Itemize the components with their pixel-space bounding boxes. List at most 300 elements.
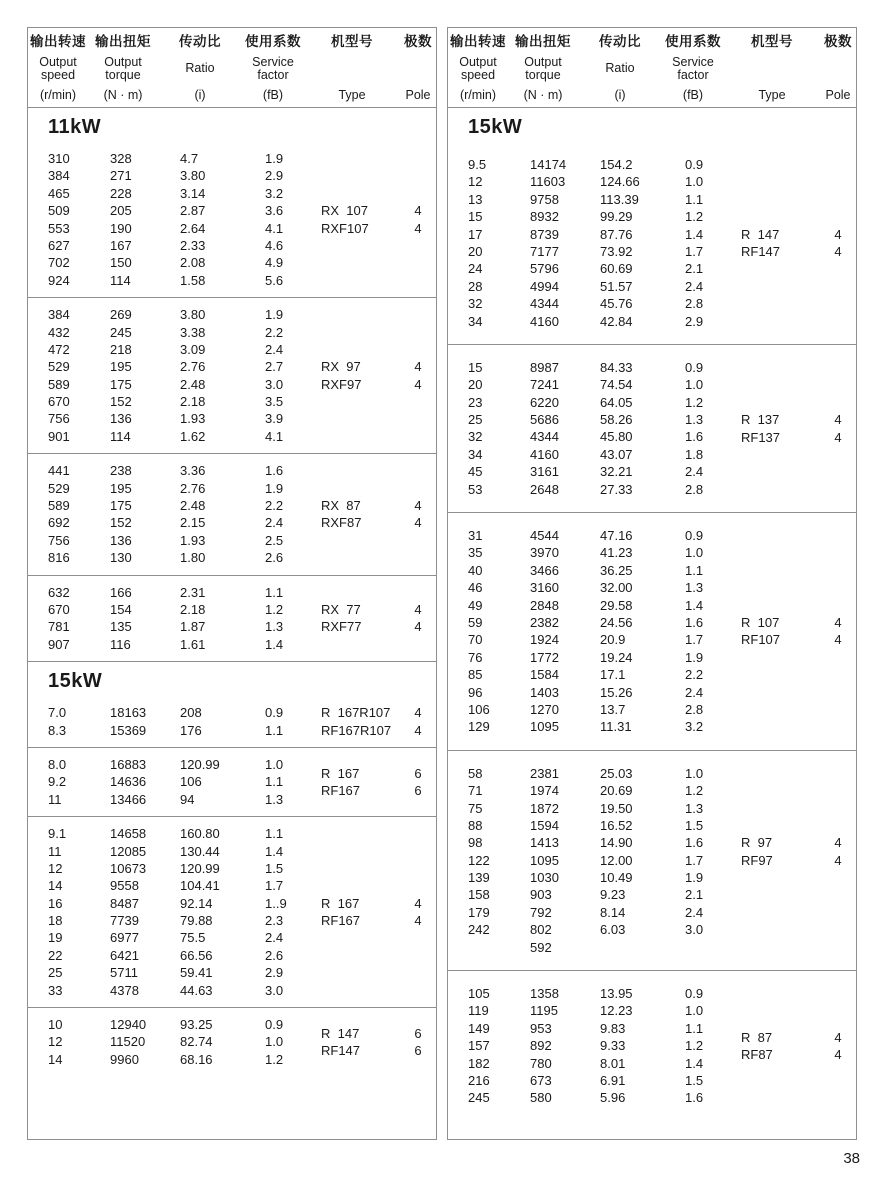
- cell-output-speed: 15: [468, 209, 483, 225]
- cell-output-torque: 7241: [530, 377, 559, 393]
- table-row: [448, 1002, 856, 1019]
- table-row: [448, 985, 856, 1002]
- cell-output-torque: 9558: [110, 878, 139, 894]
- cell-output-torque: 1413: [530, 835, 559, 851]
- cell-output-speed: 756: [48, 532, 70, 548]
- cell-service-factor: 3.0: [265, 982, 284, 998]
- cell-output-torque: 1095: [530, 852, 559, 868]
- table-header: [28, 28, 436, 108]
- header-zh-type: 机型号: [331, 34, 373, 49]
- cell-ratio: 9.23: [600, 887, 626, 903]
- cell-output-speed: 17: [468, 226, 483, 242]
- cell-service-factor: 2.4: [265, 515, 284, 531]
- cell-service-factor: 1.5: [685, 817, 704, 833]
- data-block: [448, 750, 856, 970]
- type-label: RXF97: [321, 376, 362, 392]
- table-row: [28, 185, 436, 202]
- cell-output-torque: 1594: [530, 817, 559, 833]
- cell-output-speed: 182: [468, 1055, 490, 1071]
- cell-ratio: 15.26: [600, 684, 633, 700]
- header-en-factor: factor: [677, 67, 709, 82]
- cell-ratio: 12.23: [600, 1003, 633, 1019]
- table-row: [448, 921, 856, 938]
- table-row: [448, 359, 856, 376]
- cell-output-speed: 31: [468, 528, 483, 544]
- header-en-torque: torque: [105, 67, 141, 82]
- header-zh-factor: 使用系数: [245, 34, 301, 49]
- cell-ratio: 1.87: [180, 619, 206, 635]
- cell-output-speed: 25: [468, 412, 483, 428]
- table-row: [28, 860, 436, 877]
- table-row: [28, 964, 436, 981]
- data-block: [28, 575, 436, 662]
- cell-output-torque: 953: [530, 1020, 552, 1036]
- page-number: 38: [843, 1150, 860, 1167]
- cell-output-speed: 529: [48, 359, 70, 375]
- cell-output-speed: [448, 939, 508, 956]
- cell-output-torque: 9960: [110, 1051, 139, 1067]
- table-header: [448, 28, 856, 108]
- data-block: [28, 142, 436, 297]
- cell-output-speed: 702: [48, 255, 70, 271]
- cell-output-torque: 1358: [530, 986, 559, 1002]
- cell-output-torque: 8487: [110, 895, 139, 911]
- cell-output-torque: 11603: [530, 174, 566, 190]
- pole-value: 4: [834, 632, 842, 648]
- cell-ratio: 14.90: [600, 835, 633, 851]
- header-zh-torque: 输出扭矩: [95, 34, 151, 49]
- cell-output-torque: 15369: [110, 722, 147, 738]
- cell-output-torque: 3160: [530, 580, 559, 596]
- cell-ratio: 3.36: [180, 463, 206, 479]
- header-col-speed: [448, 33, 508, 107]
- cell-service-factor: 1.6: [685, 614, 704, 630]
- pole-value: 4: [834, 615, 842, 631]
- cell-service-factor: 1.9: [265, 480, 284, 496]
- cell-service-factor: [662, 939, 724, 956]
- cell-output-speed: 8.3: [48, 722, 67, 738]
- cell-service-factor: 3.6: [265, 203, 284, 219]
- type-label: R 167: [321, 895, 360, 911]
- cell-ratio: 92.14: [180, 895, 213, 911]
- cell-output-speed: 23: [468, 394, 483, 410]
- cell-ratio: 24.56: [600, 614, 633, 630]
- data-block: [28, 696, 436, 747]
- header-zh-torque: 输出扭矩: [515, 34, 571, 49]
- cell-output-torque: 154: [110, 601, 132, 617]
- cell-ratio: 29.58: [600, 597, 633, 613]
- table-body: [28, 108, 436, 1076]
- cell-output-speed: 129: [468, 719, 490, 735]
- cell-service-factor: 1.3: [265, 619, 284, 635]
- cell-output-speed: 816: [48, 550, 70, 566]
- cell-ratio: 8.14: [600, 904, 626, 920]
- cell-service-factor: 1.5: [685, 1072, 704, 1088]
- cell-output-speed: 9.5: [468, 157, 487, 172]
- cell-ratio: 8.01: [600, 1055, 626, 1071]
- cell-output-speed: 16: [48, 895, 63, 911]
- header-col-factor: [242, 33, 304, 107]
- header-col-factor: [662, 33, 724, 107]
- cell-ratio: 93.25: [180, 1017, 213, 1033]
- cell-service-factor: 1.0: [265, 756, 284, 772]
- cell-service-factor: 1.9: [685, 870, 704, 886]
- cell-service-factor: 3.2: [685, 719, 704, 735]
- header-col-speed: [28, 33, 88, 107]
- data-block: [448, 970, 856, 1121]
- cell-ratio: 3.80: [180, 307, 206, 323]
- cell-output-torque: 2648: [530, 481, 559, 497]
- cell-service-factor: 1.2: [685, 394, 704, 410]
- table-row: [28, 237, 436, 254]
- header-col-type: [724, 33, 820, 107]
- catalog-tables: [27, 27, 857, 1140]
- type-line: [448, 1029, 856, 1046]
- table-row: [28, 843, 436, 860]
- cell-service-factor: 1.4: [265, 636, 284, 652]
- cell-service-factor: 0.9: [685, 157, 704, 172]
- pole-value: 4: [834, 412, 842, 428]
- cell-output-speed: 49: [468, 597, 483, 613]
- cell-service-factor: 1.6: [685, 835, 704, 851]
- cell-output-speed: 14: [48, 1051, 63, 1067]
- table-row: [448, 295, 856, 312]
- header-unit-torque: (N · m): [103, 88, 143, 102]
- cell-service-factor: 3.5: [265, 394, 284, 410]
- cell-ratio: 9.33: [600, 1038, 626, 1054]
- cell-output-speed: 924: [48, 272, 70, 288]
- type-line: [448, 429, 856, 446]
- table-row: [448, 800, 856, 817]
- cell-output-speed: 106: [468, 701, 490, 717]
- cell-output-speed: 19: [48, 930, 63, 946]
- cell-output-speed: 59: [468, 614, 483, 630]
- table-row: [448, 376, 856, 393]
- type-line: [28, 1042, 436, 1059]
- header-zh-ratio: 传动比: [599, 34, 641, 49]
- header-en-factor: factor: [257, 67, 289, 82]
- cell-service-factor: 1.0: [265, 1034, 284, 1050]
- cell-output-speed: 10: [48, 1017, 63, 1033]
- type-label: R 167: [321, 765, 360, 781]
- cell-service-factor: 1.1: [265, 584, 284, 600]
- pole-value: 4: [414, 913, 422, 929]
- cell-ratio: 45.80: [600, 429, 633, 445]
- type-line: [448, 834, 856, 851]
- table-row: [448, 481, 856, 498]
- header-zh-speed: 输出转速: [450, 34, 506, 49]
- header-col-pole: [400, 33, 436, 107]
- header-zh-pole: 极数: [824, 34, 852, 49]
- cell-output-speed: 33: [48, 982, 63, 998]
- cell-output-speed: 12: [468, 174, 483, 190]
- cell-service-factor: 2.1: [685, 261, 704, 277]
- cell-ratio: 2.64: [180, 220, 206, 236]
- table-row: [448, 904, 856, 921]
- cell-ratio: 154.2: [600, 157, 633, 172]
- cell-service-factor: 1.9: [685, 649, 704, 665]
- cell-output-torque: 245: [110, 324, 132, 340]
- cell-output-speed: 11: [48, 791, 62, 807]
- header-col-torque: [88, 33, 158, 107]
- cell-output-speed: 88: [468, 817, 483, 833]
- header-col-ratio: [158, 33, 242, 107]
- cell-ratio: 51.57: [600, 278, 633, 294]
- cell-service-factor: 1.1: [265, 774, 284, 790]
- cell-output-torque: 175: [110, 376, 132, 392]
- cell-service-factor: 1..9: [265, 895, 287, 911]
- cell-output-torque: 152: [110, 515, 132, 531]
- cell-output-torque: 205: [110, 203, 132, 219]
- cell-output-torque: 12940: [110, 1017, 147, 1033]
- cell-output-speed: 149: [468, 1020, 490, 1036]
- table-row: [448, 1072, 856, 1089]
- cell-ratio: 2.76: [180, 480, 206, 496]
- table-row: [28, 825, 436, 842]
- cell-ratio: 104.41: [180, 878, 220, 894]
- cell-output-speed: 15: [468, 359, 483, 375]
- cell-output-speed: 781: [48, 619, 70, 635]
- cell-output-speed: 901: [48, 428, 70, 444]
- cell-output-torque: 136: [110, 532, 132, 548]
- header-en-speed: speed: [460, 67, 496, 82]
- cell-service-factor: 2.4: [685, 464, 704, 480]
- cell-output-torque: 10673: [110, 860, 147, 876]
- cell-output-torque: 592: [530, 939, 552, 955]
- cell-ratio: 1.58: [180, 272, 206, 288]
- cell-service-factor: 1.1: [685, 191, 704, 207]
- pole-value: 4: [834, 1046, 842, 1062]
- table-row: [28, 480, 436, 497]
- cell-output-speed: 22: [48, 947, 63, 963]
- cell-service-factor: 2.9: [265, 965, 284, 981]
- cell-output-torque: 7739: [110, 913, 139, 929]
- cell-output-torque: 4994: [530, 278, 559, 294]
- cell-ratio: 2.18: [180, 394, 206, 410]
- cell-ratio: 17.1: [600, 667, 626, 683]
- type-line: [28, 782, 436, 799]
- cell-service-factor: 1.0: [685, 377, 704, 393]
- cell-output-speed: 216: [468, 1072, 490, 1088]
- type-line: [448, 411, 856, 428]
- section-title: 11kW: [48, 116, 102, 138]
- data-block: [448, 142, 856, 344]
- pole-value: 4: [834, 835, 842, 851]
- cell-output-torque: 195: [110, 359, 132, 375]
- cell-output-speed: 75: [468, 800, 483, 816]
- cell-service-factor: 4.9: [265, 255, 284, 271]
- cell-output-torque: 3970: [530, 545, 559, 561]
- cell-ratio: 60.69: [600, 261, 633, 277]
- cell-output-torque: 1772: [530, 649, 559, 665]
- cell-service-factor: 2.8: [685, 701, 704, 717]
- cell-ratio: 120.99: [180, 860, 220, 876]
- cell-ratio: 13.95: [600, 986, 633, 1002]
- cell-ratio: 1.93: [180, 532, 206, 548]
- cell-ratio: 47.16: [600, 528, 633, 544]
- type-line: [28, 220, 436, 237]
- cell-output-torque: 116: [110, 636, 131, 652]
- cell-service-factor: 1.4: [685, 1055, 704, 1071]
- cell-output-speed: 98: [468, 835, 483, 851]
- pole-value: 4: [414, 705, 422, 721]
- cell-output-speed: 34: [468, 313, 483, 329]
- cell-output-torque: 8932: [530, 209, 559, 225]
- cell-output-torque: 4344: [530, 296, 559, 312]
- header-en-ratio: Ratio: [185, 61, 215, 75]
- data-block: [28, 1007, 436, 1076]
- cell-output-torque: 2848: [530, 597, 559, 613]
- cell-service-factor: 2.9: [265, 168, 284, 184]
- cell-service-factor: 1.2: [265, 1051, 284, 1067]
- table-row: [448, 446, 856, 463]
- type-label: R 87: [741, 1029, 773, 1045]
- cell-output-speed: 692: [48, 515, 70, 531]
- cell-output-speed: 45: [468, 464, 483, 480]
- header-unit-type: Type: [338, 88, 366, 102]
- header-unit-factor: (fB): [682, 88, 704, 102]
- cell-ratio: 160.80: [180, 826, 220, 842]
- cell-ratio: 32.21: [600, 464, 633, 480]
- cell-output-torque: 328: [110, 151, 132, 166]
- data-block: [28, 816, 436, 1007]
- cell-output-torque: 152: [110, 394, 132, 410]
- cell-output-speed: 34: [468, 446, 483, 462]
- cell-service-factor: 2.5: [265, 532, 284, 548]
- header-col-type: [304, 33, 400, 107]
- cell-ratio: 176: [180, 722, 202, 738]
- pole-value: 4: [414, 722, 422, 738]
- table-row: [448, 597, 856, 614]
- cell-output-speed: 509: [48, 203, 70, 219]
- header-en-speed: speed: [40, 67, 76, 82]
- type-label: RF167: [321, 783, 361, 799]
- type-line: [28, 704, 436, 721]
- table-row: [28, 167, 436, 184]
- table-row: [28, 393, 436, 410]
- pole-value: 4: [834, 244, 842, 259]
- header-col-pole: [820, 33, 856, 107]
- table-row: [28, 410, 436, 427]
- table-row: [448, 278, 856, 295]
- cell-ratio: 130.44: [180, 843, 220, 859]
- cell-ratio: 1.62: [180, 428, 206, 444]
- cell-ratio: 94: [180, 791, 195, 807]
- cell-service-factor: 1.9: [265, 151, 284, 166]
- cell-output-torque: 802: [530, 922, 552, 938]
- cell-output-torque: 673: [530, 1072, 552, 1088]
- header-zh-ratio: 传动比: [179, 34, 221, 49]
- pole-value: 4: [834, 1029, 842, 1045]
- table-row: [28, 150, 436, 167]
- header-unit-pole: Pole: [825, 88, 851, 102]
- cell-output-torque: 12085: [110, 843, 147, 859]
- cell-service-factor: 1.2: [265, 601, 284, 617]
- header-unit-speed: (r/min): [459, 88, 497, 102]
- type-label: R 107: [741, 615, 780, 631]
- header-unit-type: Type: [758, 88, 786, 102]
- cell-ratio: 41.23: [600, 545, 633, 561]
- cell-service-factor: 2.8: [685, 481, 704, 497]
- pole-value: 4: [414, 376, 422, 392]
- cell-ratio: [578, 939, 662, 956]
- pole-value: 6: [414, 765, 422, 781]
- cell-service-factor: 1.3: [685, 580, 704, 596]
- cell-output-torque: 238: [110, 463, 132, 479]
- cell-ratio: 58.26: [600, 412, 633, 428]
- cell-service-factor: 2.9: [685, 313, 704, 329]
- header-en-factor: Service: [252, 54, 294, 69]
- cell-output-speed: 179: [468, 904, 490, 920]
- cell-output-speed: 627: [48, 237, 70, 253]
- cell-ratio: 84.33: [600, 359, 633, 375]
- cell-output-torque: 6421: [110, 947, 139, 963]
- cell-service-factor: 1.4: [685, 597, 704, 613]
- cell-service-factor: 1.2: [685, 209, 704, 225]
- cell-service-factor: 4.6: [265, 237, 284, 253]
- type-label: RX 107: [321, 203, 368, 219]
- cell-service-factor: 1.7: [265, 878, 284, 894]
- type-line: [28, 601, 436, 618]
- cell-service-factor: 1.5: [265, 860, 284, 876]
- pole-value: 6: [414, 1025, 422, 1041]
- cell-service-factor: 2.3: [265, 913, 284, 929]
- table-row: [448, 718, 856, 735]
- cell-ratio: 16.52: [600, 817, 633, 833]
- cell-ratio: 10.49: [600, 870, 633, 886]
- data-block: [28, 747, 436, 816]
- data-block: [28, 297, 436, 453]
- cell-ratio: 43.07: [600, 446, 633, 462]
- cell-output-torque: 13466: [110, 791, 147, 807]
- table-row: [448, 684, 856, 701]
- type-line: [28, 618, 436, 635]
- cell-ratio: 66.56: [180, 947, 213, 963]
- cell-ratio: 2.48: [180, 376, 206, 392]
- table-row: [448, 817, 856, 834]
- cell-output-torque: 903: [530, 887, 552, 903]
- type-label: RF107: [741, 632, 781, 648]
- table-row: [448, 765, 856, 782]
- cell-output-torque: 4544: [530, 528, 559, 544]
- cell-output-speed: 20: [468, 377, 483, 393]
- cell-output-speed: 441: [48, 463, 70, 479]
- table-row: [448, 544, 856, 561]
- cell-output-torque: 6977: [110, 930, 139, 946]
- cell-service-factor: 1.0: [685, 1003, 704, 1019]
- header-unit-speed: (r/min): [39, 88, 77, 102]
- table-row: [28, 324, 436, 341]
- table-row: [448, 527, 856, 544]
- cell-service-factor: 1.2: [685, 1038, 704, 1054]
- cell-output-speed: 157: [468, 1038, 490, 1054]
- cell-output-speed: 7.0: [48, 705, 67, 721]
- pole-value: 4: [414, 498, 422, 514]
- cell-output-torque: 5686: [530, 412, 559, 428]
- cell-output-torque: 228: [110, 185, 132, 201]
- cell-ratio: 106: [180, 774, 202, 790]
- cell-output-torque: 167: [110, 237, 132, 253]
- cell-output-torque: 1195: [530, 1003, 558, 1019]
- cell-output-speed: 76: [468, 649, 483, 665]
- cell-ratio: 2.87: [180, 203, 206, 219]
- cell-ratio: 75.5: [180, 930, 206, 946]
- cell-ratio: 36.25: [600, 562, 633, 578]
- cell-service-factor: 1.8: [685, 446, 704, 462]
- cell-output-torque: 14636: [110, 774, 147, 790]
- cell-output-torque: 130: [110, 550, 132, 566]
- pole-value: 4: [414, 619, 422, 635]
